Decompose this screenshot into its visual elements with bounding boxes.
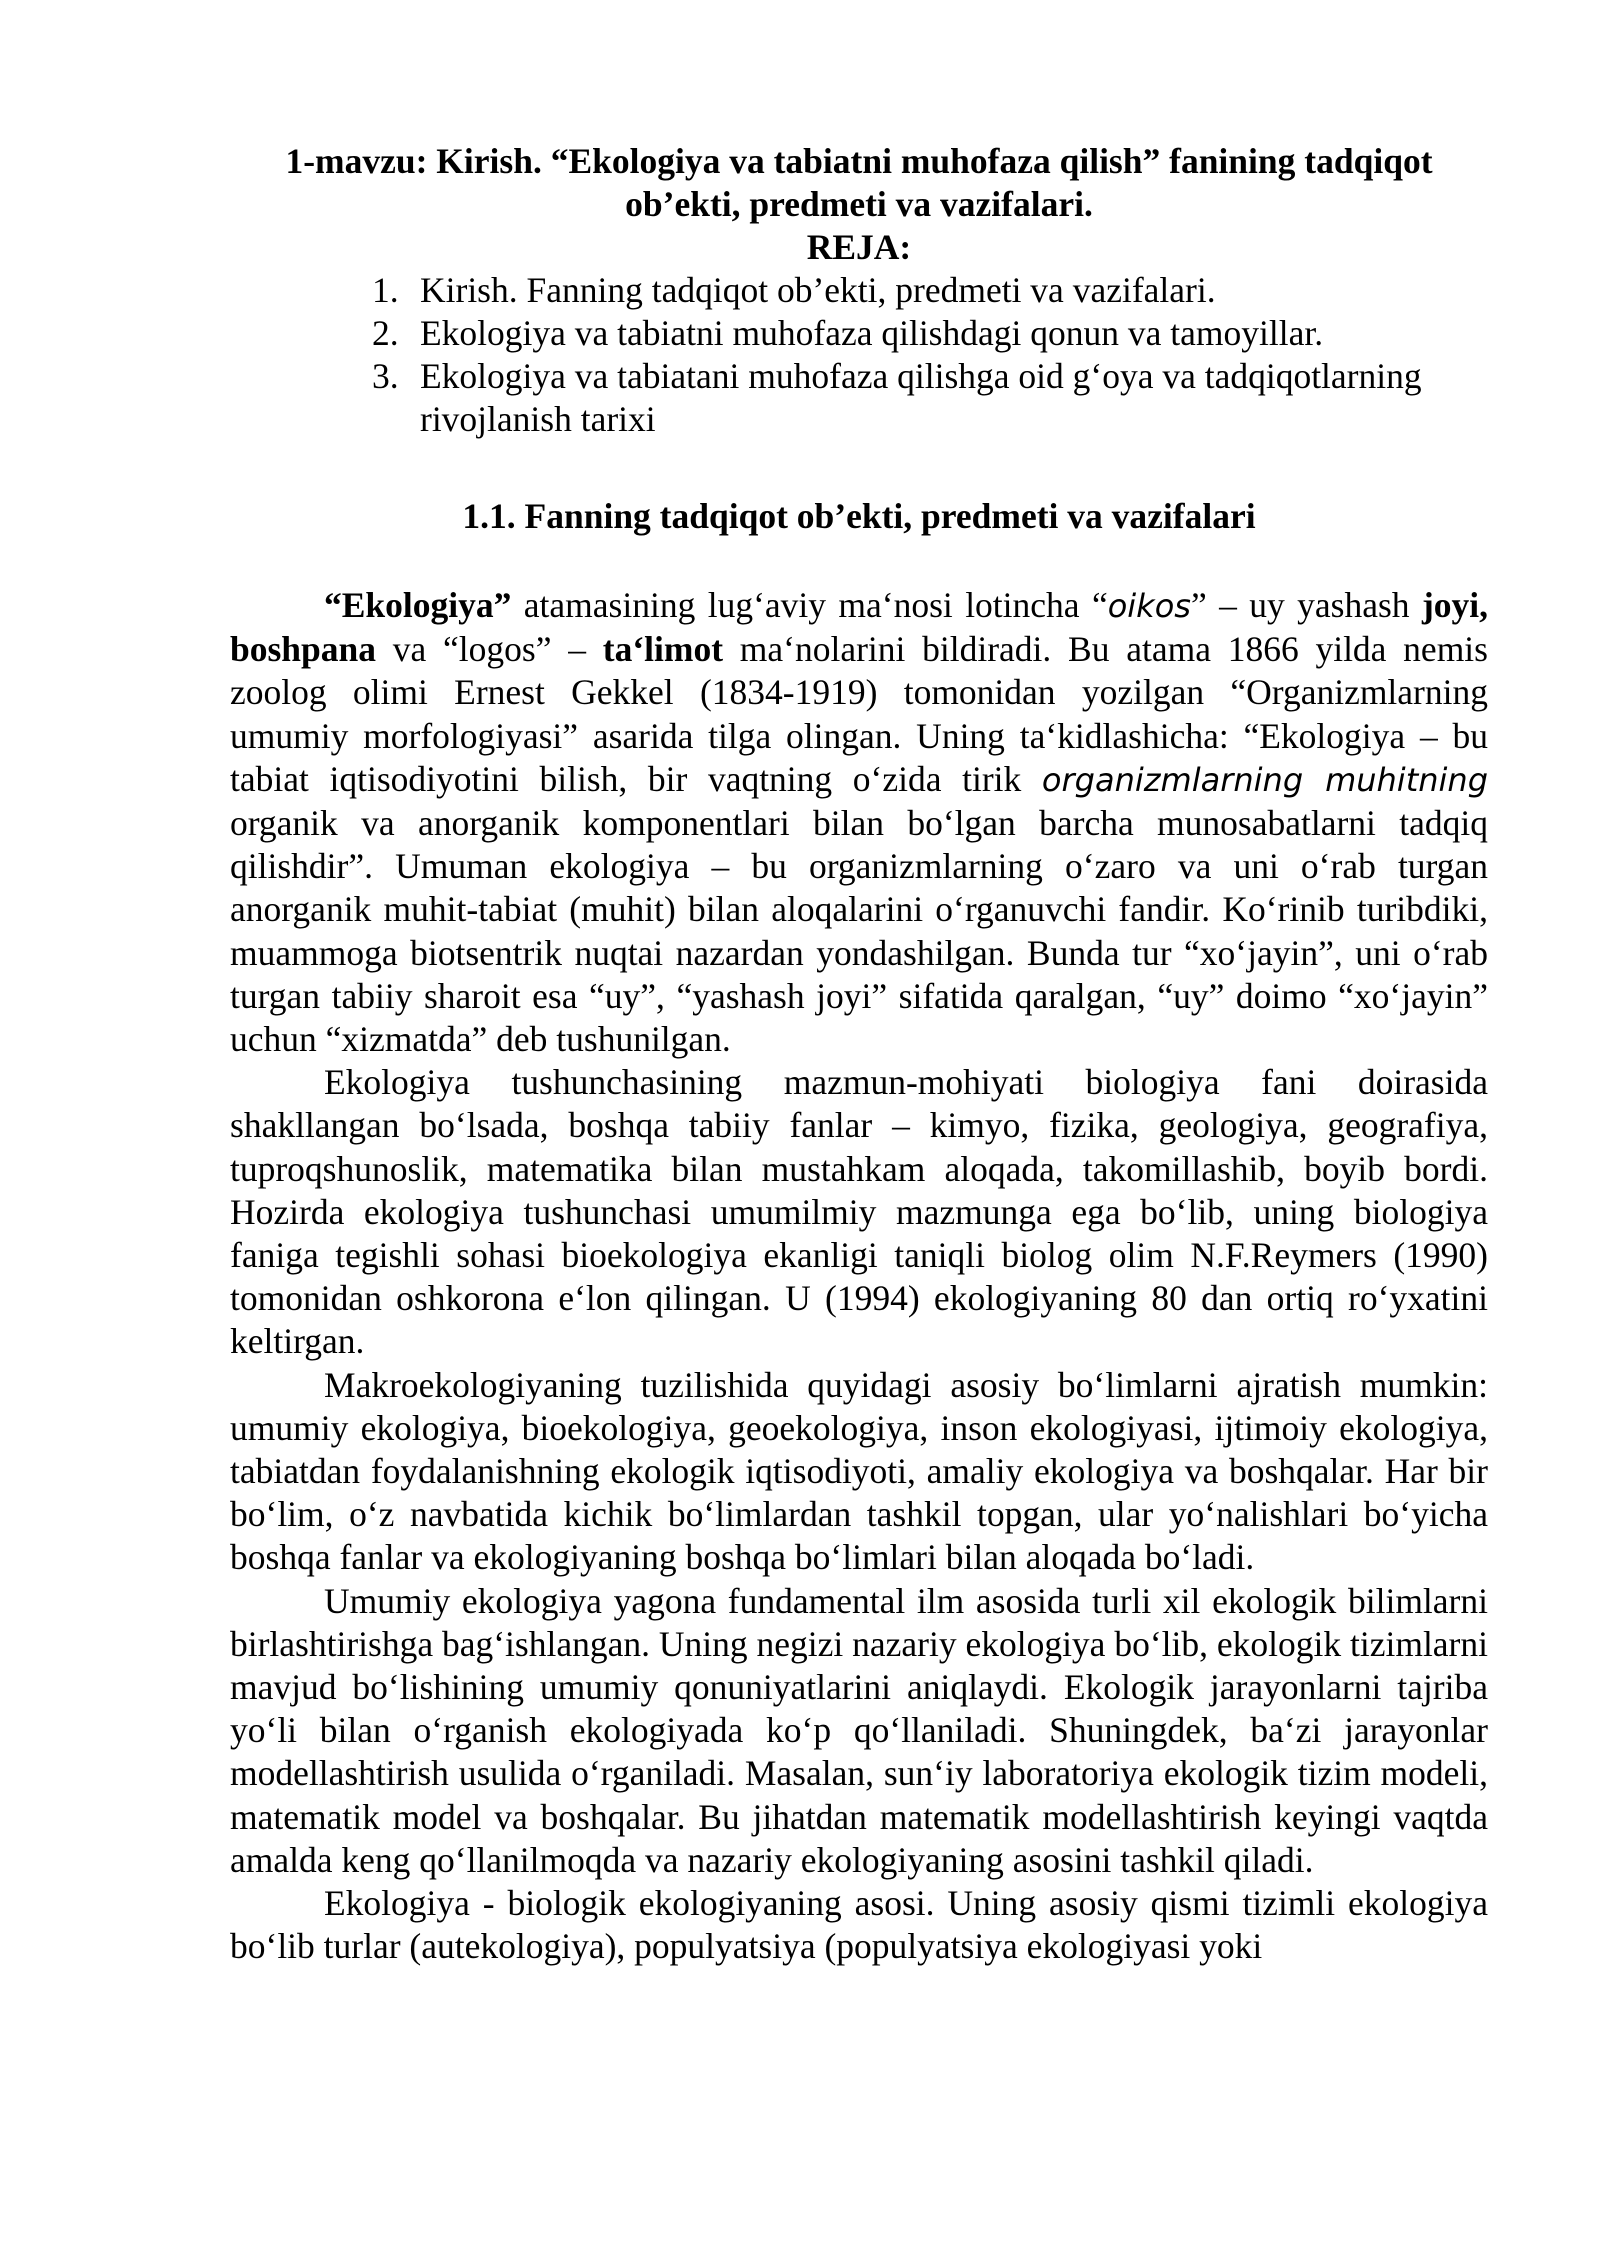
paragraph-5: Ekologiya - biologik ekologiyaning asosi. Uning asosiy qismi tizimli ekologiya bo‘lib turlar (autekologiya), populyatsiya (populyatsiya ekologiyasi yoki <box>230 1883 1488 1967</box>
plan-item-number: 1. <box>372 270 399 310</box>
paragraph-1-text-d: ma‘nolarini bildiradi. Bu atama 1866 yilda nemis zoolog olimi Ernest Gekkel (1834-1919) tomonidan yozilgan “Organizmlarning umumiy morfologiyasi” asarida tilga olingan. Uning ta‘kidlashicha: “Ekologiya – bu tabiat iqtisodiyotini bilish, bir vaqtning o‘zida tirik <box>230 629 1488 799</box>
plan-list <box>230 269 1488 441</box>
term-talimot: ta‘limot <box>602 629 724 670</box>
term-ekologiya: “Ekologiya” <box>324 585 512 625</box>
paragraph-1-text-e: organik va anorganik komponentlari bilan bo‘lgan barcha munosabatlarni tadqiq qilishdir”. Umuman ekologiya – bu organizmlarning o‘zaro va uni o‘rab turgan anorganik muhit-tabiat (muhit) bilan aloqalarini o‘rganuvchi fandir. Ko‘rinib turibdiki, muammoga biotsentrik nuqtai nazardan yondashilgan. Bunda tur “xo‘jayin”, uni o‘rab turgan tabiiy sharoit esa “uy”, “yashash joyi” sifatida qaralgan, “uy” doimo “xo‘jayin” uchun “xizmatda” deb tushunilgan. <box>230 803 1488 1060</box>
plan-item <box>372 269 1488 312</box>
page-title <box>230 140 1488 226</box>
title-line-1: 1-mavzu: Kirish. “Ekologiya va tabiatni muhofaza qilish” fanining tadqiqot <box>285 141 1433 181</box>
section-heading: 1.1. Fanning tadqiqot ob’ekti, predmeti va vazifalari <box>462 496 1256 536</box>
paragraph-1-text-c: va “logos” – <box>376 629 603 670</box>
paragraph-2: Ekologiya tushunchasining mazmun-mohiyati biologiya fani doirasida shakllangan bo‘lsada, boshqa tabiiy fanlar – kimyo, fizika, geologiya, geografiya, tuproqshunoslik, matematika bilan mustahkam aloqada, takomillashib, boyib bordi. Hozirda ekologiya tushunchasi umumilmiy mazmunga ega bo‘lib, uning biologiya faniga tegishli sohasi bioekologiya ekanligi taniqli biolog olim N.F.Reymers (1990) tomonidan oshkorona e‘lon qilingan. U (1994) ekologiyaning 80 dan ortiq ro‘yxatini keltirgan. <box>230 1062 1488 1362</box>
term-organizmlarning-muhitning: organizmlarning muhitning <box>1041 760 1489 799</box>
paragraph-1-text-b: ” – uy yashash <box>1190 585 1422 625</box>
document-page <box>230 140 1488 1969</box>
paragraph-1-text-a: atamasining lug‘aviy ma‘nosi lotincha “ <box>511 585 1108 625</box>
plan-item-text: Ekologiya va tabiatni muhofaza qilishdagi qonun va tamoyillar. <box>420 313 1324 353</box>
plan-heading: REJA: <box>806 227 912 267</box>
plan-item <box>372 312 1488 355</box>
paragraph-4: Umumiy ekologiya yagona fundamental ilm asosida turli xil ekologik bilimlarni birlashtirishga bag‘ishlangan. Uning negizi nazariy ekologiya bo‘lib, ekologik tizimlarni mavjud bo‘lishining umumiy qonuniyatlarini aniqlaydi. Ekologik jarayonlarni tajriba yo‘li bilan o‘rganish ekologiyada ko‘p qo‘llaniladi. Shuningdek, ba‘zi jarayonlar modellashtirish usulida o‘rganiladi. Masalan, sun‘iy laboratoriya ekologik tizim modeli, matematik model va boshqalar. Bu jihatdan matematik modellashtirish keyingi vaqtda amalda keng qo‘llanilmoqda va nazariy ekologiyaning asosini tashkil qiladi. <box>230 1580 1488 1880</box>
title-line-2: ob’ekti, predmeti va vazifalari. <box>625 184 1093 224</box>
plan-item <box>372 355 1488 441</box>
paragraph-3: Makroekologiyaning tuzilishida quyidagi asosiy bo‘limlarni ajratish mumkin: umumiy ekologiya, bioekologiya, geoekologiya, inson ekologiyasi, ijtimoiy ekologiya, tabiatdan foydalanishning ekologik iqtisodiyoti, amaliy ekologiya va boshqalar. Har bir bo‘lim, o‘z navbatida kichik bo‘limlardan tashkil topgan, ular yo‘nalishlari bo‘yicha boshqa fanlar va ekologiyaning boshqa bo‘limlari bilan aloqada bo‘ladi. <box>230 1364 1488 1578</box>
term-joyi-boshpana: joyi, boshpana <box>230 585 1488 670</box>
plan-item-text: Kirish. Fanning tadqiqot ob’ekti, predmeti va vazifalari. <box>420 270 1216 310</box>
plan-item-number: 3. <box>372 356 399 396</box>
plan-item-number: 2. <box>372 313 399 353</box>
term-oikos: oikos <box>1107 587 1191 625</box>
plan-item-text: Ekologiya va tabiatani muhofaza qilishga oid g‘oya va tadqiqotlarning rivojlanish tarixi <box>420 356 1422 439</box>
paragraph-1 <box>230 584 1488 1061</box>
